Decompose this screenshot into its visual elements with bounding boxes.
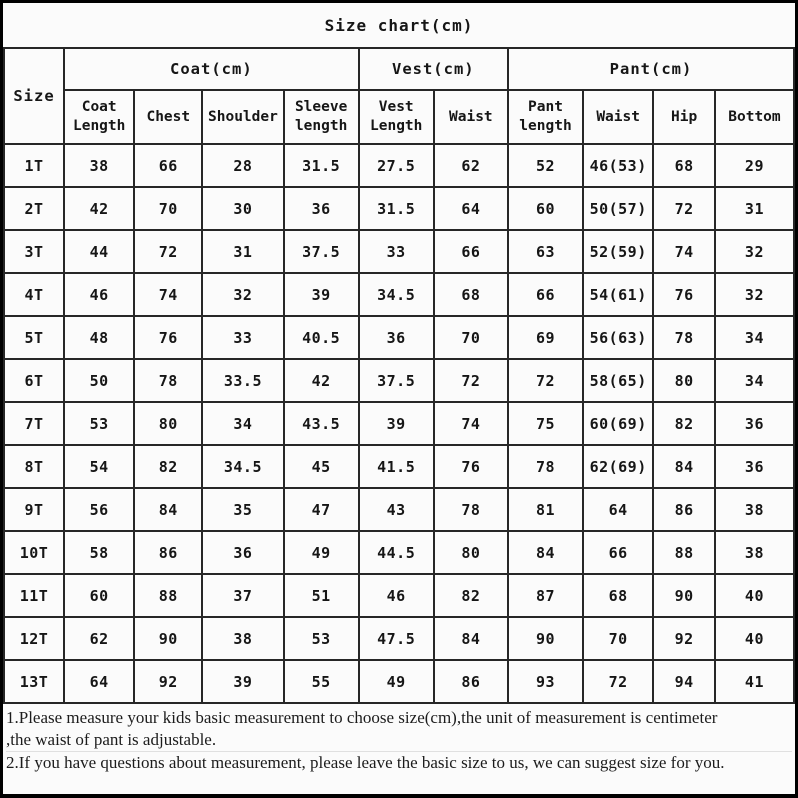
data-cell: 47 — [284, 488, 359, 531]
data-cell: 33 — [359, 230, 434, 273]
data-cell: 54(61) — [583, 273, 653, 316]
data-cell: 32 — [715, 273, 794, 316]
data-cell: 66 — [583, 531, 653, 574]
data-cell: 32 — [202, 273, 283, 316]
size-cell: 13T — [4, 660, 64, 703]
column-header-vest-length: Vest Length — [359, 90, 434, 144]
data-cell: 78 — [134, 359, 202, 402]
size-cell: 10T — [4, 531, 64, 574]
data-cell: 78 — [508, 445, 583, 488]
data-cell: 84 — [508, 531, 583, 574]
data-cell: 88 — [653, 531, 715, 574]
data-cell: 92 — [653, 617, 715, 660]
data-cell: 34 — [202, 402, 283, 445]
data-cell: 84 — [653, 445, 715, 488]
table-row — [4, 574, 794, 617]
data-cell: 43 — [359, 488, 434, 531]
size-cell: 3T — [4, 230, 64, 273]
data-cell: 74 — [134, 273, 202, 316]
data-cell: 62 — [64, 617, 134, 660]
data-cell: 64 — [64, 660, 134, 703]
data-cell: 64 — [434, 187, 508, 230]
chart-title: Size chart(cm) — [324, 15, 474, 35]
column-header-row — [4, 90, 794, 144]
data-cell: 80 — [434, 531, 508, 574]
data-cell: 33.5 — [202, 359, 283, 402]
data-cell: 44 — [64, 230, 134, 273]
data-cell: 39 — [284, 273, 359, 316]
column-header-vest-waist: Waist — [434, 90, 508, 144]
note-line-1: 1.Please measure your kids basic measurement to choose size(cm),the unit of measurement is centimeter — [6, 708, 718, 727]
data-cell: 36 — [359, 316, 434, 359]
size-cell: 9T — [4, 488, 64, 531]
group-header-row — [4, 48, 794, 90]
size-cell: 2T — [4, 187, 64, 230]
data-cell: 62 — [434, 144, 508, 187]
data-cell: 35 — [202, 488, 283, 531]
data-cell: 46 — [64, 273, 134, 316]
data-cell: 90 — [134, 617, 202, 660]
data-cell: 49 — [359, 660, 434, 703]
table-row — [4, 187, 794, 230]
data-cell: 68 — [583, 574, 653, 617]
data-cell: 76 — [434, 445, 508, 488]
column-header-size: Size — [4, 48, 64, 144]
data-cell: 39 — [202, 660, 283, 703]
data-cell: 38 — [715, 488, 794, 531]
data-cell: 78 — [653, 316, 715, 359]
data-cell: 28 — [202, 144, 283, 187]
data-cell: 86 — [653, 488, 715, 531]
data-cell: 86 — [134, 531, 202, 574]
table-row — [4, 445, 794, 488]
data-cell: 52(59) — [583, 230, 653, 273]
data-cell: 72 — [134, 230, 202, 273]
data-cell: 69 — [508, 316, 583, 359]
data-cell: 33 — [202, 316, 283, 359]
data-cell: 75 — [508, 402, 583, 445]
data-cell: 31 — [715, 187, 794, 230]
table-row — [4, 359, 794, 402]
data-cell: 36 — [715, 445, 794, 488]
data-cell: 82 — [134, 445, 202, 488]
column-header-pant-waist: Waist — [583, 90, 653, 144]
data-cell: 48 — [64, 316, 134, 359]
data-cell: 62(69) — [583, 445, 653, 488]
data-cell: 30 — [202, 187, 283, 230]
data-cell: 72 — [434, 359, 508, 402]
data-cell: 38 — [715, 531, 794, 574]
data-cell: 74 — [434, 402, 508, 445]
data-cell: 51 — [284, 574, 359, 617]
data-cell: 42 — [284, 359, 359, 402]
data-cell: 38 — [202, 617, 283, 660]
size-cell: 5T — [4, 316, 64, 359]
data-cell: 74 — [653, 230, 715, 273]
data-cell: 37 — [202, 574, 283, 617]
data-cell: 84 — [134, 488, 202, 531]
table-row — [4, 488, 794, 531]
data-cell: 27.5 — [359, 144, 434, 187]
data-cell: 40.5 — [284, 316, 359, 359]
table-row — [4, 617, 794, 660]
table-row — [4, 402, 794, 445]
data-cell: 31.5 — [359, 187, 434, 230]
data-cell: 82 — [653, 402, 715, 445]
data-cell: 55 — [284, 660, 359, 703]
table-row — [4, 230, 794, 273]
data-cell: 78 — [434, 488, 508, 531]
data-cell: 60 — [64, 574, 134, 617]
table-body — [4, 144, 794, 703]
size-cell: 8T — [4, 445, 64, 488]
notes-section — [3, 704, 795, 794]
data-cell: 36 — [202, 531, 283, 574]
table-row — [4, 660, 794, 703]
table-row — [4, 144, 794, 187]
data-cell: 86 — [434, 660, 508, 703]
note-line-3: 2.If you have questions about measurement, please leave the basic size to us, we can suggest size for you. — [6, 751, 792, 774]
table-row — [4, 273, 794, 316]
data-cell: 34.5 — [202, 445, 283, 488]
data-cell: 29 — [715, 144, 794, 187]
data-cell: 70 — [583, 617, 653, 660]
data-cell: 90 — [508, 617, 583, 660]
data-cell: 90 — [653, 574, 715, 617]
data-cell: 68 — [653, 144, 715, 187]
data-cell: 41 — [715, 660, 794, 703]
data-cell: 66 — [434, 230, 508, 273]
column-header-hip: Hip — [653, 90, 715, 144]
data-cell: 36 — [284, 187, 359, 230]
data-cell: 68 — [434, 273, 508, 316]
note-line-2: ,the waist of pant is adjustable. — [6, 730, 217, 749]
data-cell: 52 — [508, 144, 583, 187]
group-header-pant: Pant(cm) — [508, 48, 794, 90]
data-cell: 50 — [64, 359, 134, 402]
data-cell: 72 — [653, 187, 715, 230]
data-cell: 37.5 — [284, 230, 359, 273]
size-cell: 4T — [4, 273, 64, 316]
column-header-shoulder: Shoulder — [202, 90, 283, 144]
size-cell: 7T — [4, 402, 64, 445]
data-cell: 84 — [434, 617, 508, 660]
data-cell: 45 — [284, 445, 359, 488]
data-cell: 92 — [134, 660, 202, 703]
data-cell: 56 — [64, 488, 134, 531]
data-cell: 34.5 — [359, 273, 434, 316]
size-cell: 11T — [4, 574, 64, 617]
data-cell: 37.5 — [359, 359, 434, 402]
data-cell: 43.5 — [284, 402, 359, 445]
data-cell: 66 — [508, 273, 583, 316]
data-cell: 46(53) — [583, 144, 653, 187]
data-cell: 40 — [715, 574, 794, 617]
data-cell: 50(57) — [583, 187, 653, 230]
group-header-coat: Coat(cm) — [64, 48, 359, 90]
data-cell: 76 — [134, 316, 202, 359]
data-cell: 93 — [508, 660, 583, 703]
data-cell: 54 — [64, 445, 134, 488]
data-cell: 31 — [202, 230, 283, 273]
data-cell: 80 — [134, 402, 202, 445]
group-header-vest: Vest(cm) — [359, 48, 508, 90]
data-cell: 82 — [434, 574, 508, 617]
data-cell: 31.5 — [284, 144, 359, 187]
data-cell: 80 — [653, 359, 715, 402]
data-cell: 60 — [508, 187, 583, 230]
column-header-pant-length: Pant length — [508, 90, 583, 144]
data-cell: 88 — [134, 574, 202, 617]
data-cell: 72 — [583, 660, 653, 703]
data-cell: 64 — [583, 488, 653, 531]
data-cell: 44.5 — [359, 531, 434, 574]
data-cell: 70 — [434, 316, 508, 359]
data-cell: 81 — [508, 488, 583, 531]
data-cell: 41.5 — [359, 445, 434, 488]
data-cell: 76 — [653, 273, 715, 316]
data-cell: 42 — [64, 187, 134, 230]
data-cell: 46 — [359, 574, 434, 617]
size-table — [3, 47, 795, 704]
data-cell: 53 — [284, 617, 359, 660]
data-cell: 72 — [508, 359, 583, 402]
table-row — [4, 531, 794, 574]
column-header-sleeve-length: Sleeve length — [284, 90, 359, 144]
data-cell: 34 — [715, 359, 794, 402]
data-cell: 36 — [715, 402, 794, 445]
size-cell: 12T — [4, 617, 64, 660]
data-cell: 70 — [134, 187, 202, 230]
data-cell: 66 — [134, 144, 202, 187]
data-cell: 49 — [284, 531, 359, 574]
data-cell: 58 — [64, 531, 134, 574]
data-cell: 32 — [715, 230, 794, 273]
column-header-bottom: Bottom — [715, 90, 794, 144]
data-cell: 40 — [715, 617, 794, 660]
data-cell: 47.5 — [359, 617, 434, 660]
table-row — [4, 316, 794, 359]
column-header-coat-length: Coat Length — [64, 90, 134, 144]
column-header-chest: Chest — [134, 90, 202, 144]
data-cell: 38 — [64, 144, 134, 187]
data-cell: 94 — [653, 660, 715, 703]
data-cell: 58(65) — [583, 359, 653, 402]
data-cell: 39 — [359, 402, 434, 445]
data-cell: 60(69) — [583, 402, 653, 445]
size-cell: 6T — [4, 359, 64, 402]
data-cell: 56(63) — [583, 316, 653, 359]
data-cell: 53 — [64, 402, 134, 445]
data-cell: 34 — [715, 316, 794, 359]
size-cell: 1T — [4, 144, 64, 187]
data-cell: 87 — [508, 574, 583, 617]
data-cell: 63 — [508, 230, 583, 273]
